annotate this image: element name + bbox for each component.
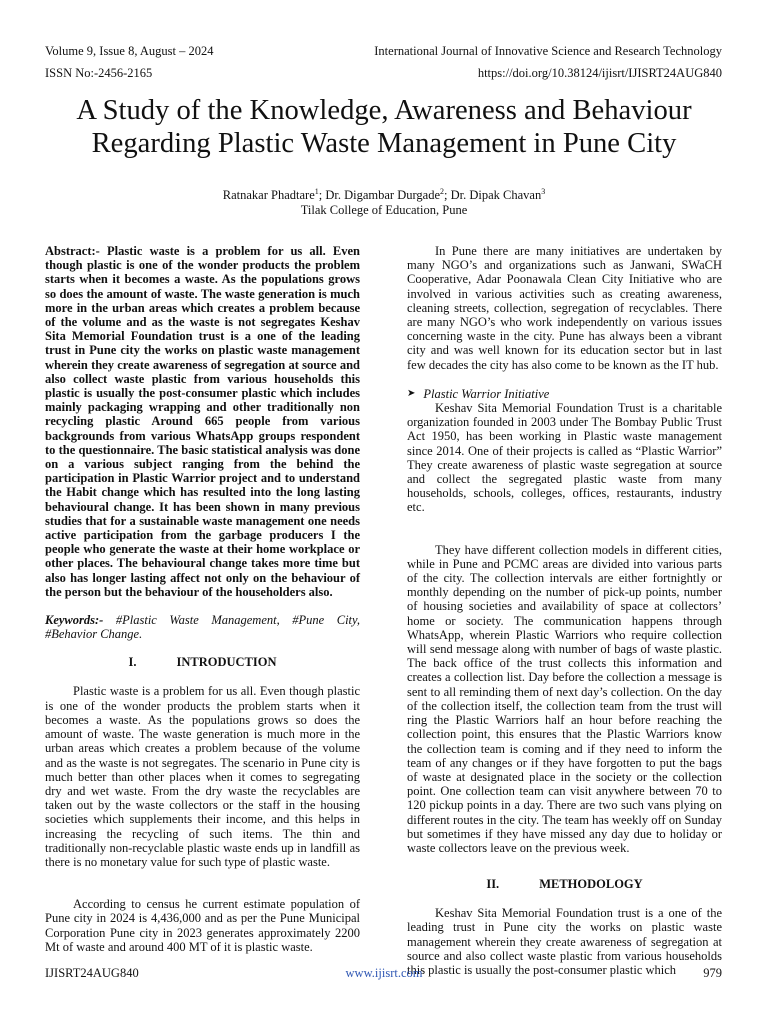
keywords-label: Keywords:-: [45, 613, 104, 628]
affiliation: Tilak College of Education, Pune: [300, 203, 468, 217]
author-1-affil-mark: 1: [314, 187, 319, 196]
left-column: [45, 244, 360, 954]
header-issn: ISSN No:-2456-2165: [45, 66, 153, 80]
header-journal-name: International Journal of Innovative Science and Research Technology: [374, 44, 722, 58]
author-3: ; Dr. Dipak Chavan: [444, 188, 542, 202]
section-title: METHODOLOGY: [539, 877, 643, 892]
paper-title: A Study of the Knowledge, Awareness and Behaviour Regarding Plastic Waste Management in Pune City: [76, 95, 692, 159]
body-paragraph-initiatives: In Pune there are many initiatives are undertaken by many NGO’s and organizations such as Janwani, SWaCH Cooperative, Adar Poonawala Clean City Initiative who are involved in various activities such as creating awareness, cleaning streets, collection, segregation of recyclables. There are many NGO’s who work independently on various issues concerning waste in the city. Pune has always been a vibrant city and was well known for its education sector but in last few decades the city has also come to be known as the IT hub.: [407, 244, 722, 372]
author-1: Ratnakar Phadtare: [222, 188, 315, 202]
subheading-plastic-warrior: [407, 387, 722, 401]
keywords: [45, 613, 360, 641]
author-2-affil-mark: 2: [440, 187, 445, 196]
section-number: II.: [486, 877, 500, 892]
right-column: [407, 244, 722, 977]
section-title: INTRODUCTION: [176, 655, 277, 670]
section-heading-introduction: [45, 655, 360, 669]
author-block: [40, 188, 728, 218]
header-doi-link[interactable]: https://doi.org/10.38124/ijisrt/IJISRT24AUG840: [477, 66, 722, 80]
body-paragraph-collection: They have different collection models in different cities, while in Pune and PCMC areas are divided into various parts of the city. The collection intervals are either fortnightly or monthly depending on the number of pick-up points, number of housing societies and availability of space at collectors’ home or society. The communication happens through WhatsApp, wherein Plastic Warriors who require collection will send message along with number of bags of waste plastic. The back office of the trust collects this information and creates a collection list. Day before the collection a message is sent to all reminding them of next day’s collection. On the day of the collection itself, the collection team from the trust will ring the Plastic Warriors half an hour before reaching the collection point, this ensures that the Plastic Warriors know the collection team is coming and if they need to inform the team of any changes or if they have forgotten to put the bags of waste at designated place in the society or the collection point. One collection team can visit anywhere between 70 to 120 pickup points in a day. There are two such vans plying on different routes in the city. The team has weekly off on Sunday but sometimes if they have missed any day due to holiday or waste collectors leave on the previous week.: [407, 542, 722, 855]
footer-article-id: IJISRT24AUG840: [45, 966, 139, 980]
author-2: ; Dr. Digambar Durgade: [318, 188, 441, 202]
intro-paragraph-1: Plastic waste is a problem for us all. Even though plastic is one of the wonder products the problem starts when it becomes a waste. As the populations grows so does the amount of waste. The waste generation is much more in the urban areas which creates a problem because of the volume and as the waste is not segregates. The scenario in Pune city is much better than other places when it comes to segregating dry and wet waste. From the dry waste the recyclables are taken out by the waste collectors or the staff in the housing societies which supplements their income, and this helps in increasing the recycling of such items. The thin and traditionally non-recyclable plastic waste ends up in landfill as there is no monetary value for such type of plastic waste.: [45, 684, 360, 869]
header-volume: Volume 9, Issue 8, August – 2024: [45, 44, 214, 58]
body-paragraph-trust: Keshav Sita Memorial Foundation Trust is a charitable organization founded in 2003 under The Bombay Public Trust Act 1950, has been working in Plastic waste management since 2014. One of their projects is called as “Plastic Warrior” They create awareness of plastic waste segregation at source and collect the segregated plastic waste from many households, schools, colleges, offices, restaurants, industry etc.: [407, 401, 722, 515]
arrow-bullet-icon: ➤: [407, 387, 416, 399]
intro-paragraph-2: According to census he current estimate population of Pune city in 2024 is 4,436,000 and as per the Pune Municipal Corporation Pune city in 2023 generates approximately 2200 Mt of waste and around 400 MT of it is plastic waste.: [45, 897, 360, 954]
abstract: Abstract:- Plastic waste is a problem for us all. Even though plastic is one of the wonder products the problem starts when it becomes a waste. As the populations grows so does the amount of waste. The waste generation is much more in the urban areas which creates a problem because of the volume and as the waste is not segregates Keshav Sita Memorial Foundation trust is a one of the leading trust in Pune city the works on plastic waste management wherein they create awareness of segregation at source and also collect waste plastic from various households this plastic is usually the post-consumer plastic which includes mainly packaging wrapping and other traditionally non recycling plastic Around 665 people from various backgrounds from various WhatsApp groups respondent to the questionnaire. The basic statistical analysis was done on a various subject ranging from the behind the participation in Plastic Warrior project and to understand the Habit change which has resulted into the long lasting behavioural change. It has been shown in many previous studies that for a sustainable waste management one needs active participation from the garbage producers I the people who generate the waste at their home workplace or other places. The behavioural change takes more time but also has longer lasting affect not only on the behaviour of the person but the behaviour of the householders also.: [45, 244, 360, 599]
footer-page-number: 979: [703, 966, 722, 980]
keywords-text: #Plastic Waste Management, #Pune City, #Behavior Change.: [45, 613, 360, 642]
subheading-text: Plastic Warrior Initiative: [423, 386, 550, 401]
author-3-affil-mark: 3: [541, 187, 546, 196]
author-names: [40, 188, 728, 203]
footer-website-link[interactable]: www.ijisrt.com: [345, 966, 423, 980]
section-heading-methodology: [407, 877, 722, 891]
section-number: I.: [128, 655, 137, 670]
body-paragraph-methodology: Keshav Sita Memorial Foundation trust is a one of the leading trust in Pune city the works on plastic waste management wherein they create awareness of segregation at source and also collect waste plastic from various households this plastic is usually the post-consumer plastic which: [407, 906, 722, 977]
